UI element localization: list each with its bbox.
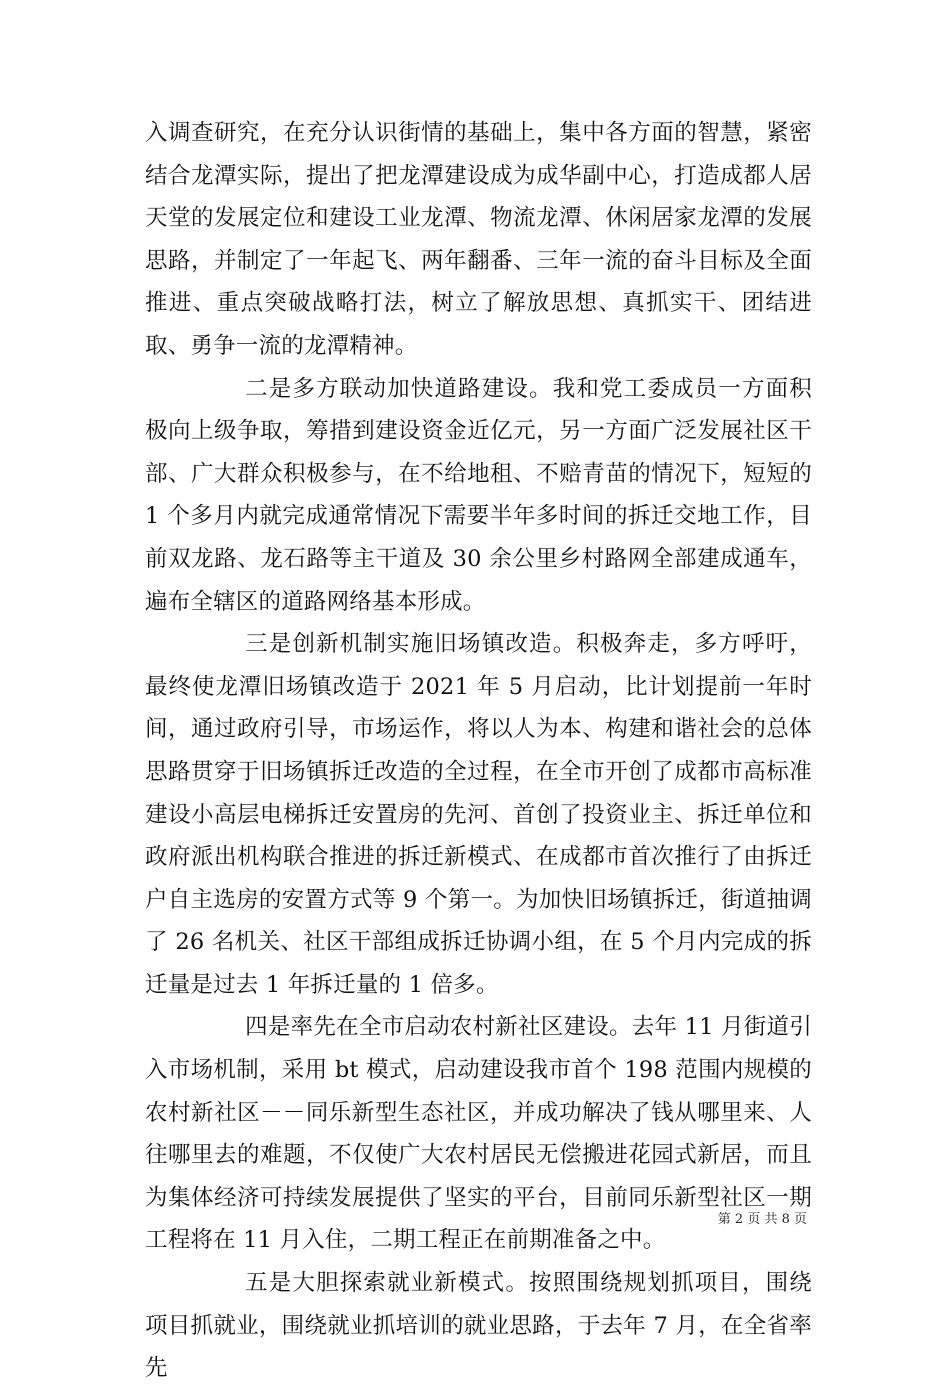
- paragraph-old-town-renovation: 三是创新机制实施旧场镇改造。积极奔走，多方呼吁，最终使龙潭旧场镇改造于 2021 年 5 月启动，比计划提前一年时间，通过政府引导，市场运作，将以人为本、构建和谐社会的总体思路贯穿于旧场镇拆迁改造的全过程，在全市开创了成都市高标准建设小高层电梯拆迁安置房的先河、首创了投资业主、拆迁单位和政府派出机构联合推进的拆迁新模式、在成都市首次推行了由拆迁户自主选房的安置方式等 9 个第一。为加快旧场镇拆迁，街道抽调了 26 名机关、社区干部组成拆迁协调小组，在 5 个月内完成的拆迁量是过去 1 年拆迁量的 1 倍多。: [145, 631, 812, 998]
- paragraph-employment-model: 五是大胆探索就业新模式。按照围绕规划抓项目，围绕项目抓就业，围绕就业抓培训的就业思路，于去年 7 月，在全省率先: [145, 1270, 812, 1382]
- paragraph-continuation: 入调查研究，在充分认识街情的基础上，集中各方面的智慧，紧密结合龙潭实际，提出了把龙潭建设成为成华副中心，打造成都人居天堂的发展定位和建设工业龙潭、物流龙潭、休闲居家龙潭的发展思路，并制定了一年起飞、两年翻番、三年一流的奋斗目标及全面推进、重点突破战略打法，树立了解放思想、真抓实干、团结进取、勇争一流的龙潭精神。: [145, 120, 812, 359]
- paragraph-road-construction: 二是多方联动加快道路建设。我和党工委成员一方面积极向上级争取，筹措到建设资金近亿元，另一方面广泛发展社区干部、广大群众积极参与，在不给地租、不赔青苗的情况下，短短的 1 个多月内就完成通常情况下需要半年多时间的拆迁交地工作，目前双龙路、龙石路等主干道及 30 余公里乡村路网全部建成通车，遍布全辖区的道路网络基本形成。: [145, 375, 812, 615]
- page-number-footer: 第 2 页 共 8 页: [717, 1212, 807, 1227]
- document-body: [145, 112, 812, 1390]
- paragraph-new-rural-community: 四是率先在全市启动农村新社区建设。去年 11 月街道引入市场机制，采用 bt 模式，启动建设我市首个 198 范围内规模的农村新社区－－同乐新型生态社区，并成功解决了钱从哪里来、人往哪里去的难题，不仅使广大农村居民无偿搬进花园式新居，而且为集体经济可持续发展提供了坚实的平台，目前同乐新型社区一期工程将在 11 月入住，二期工程正在前期准备之中。: [145, 1014, 812, 1254]
